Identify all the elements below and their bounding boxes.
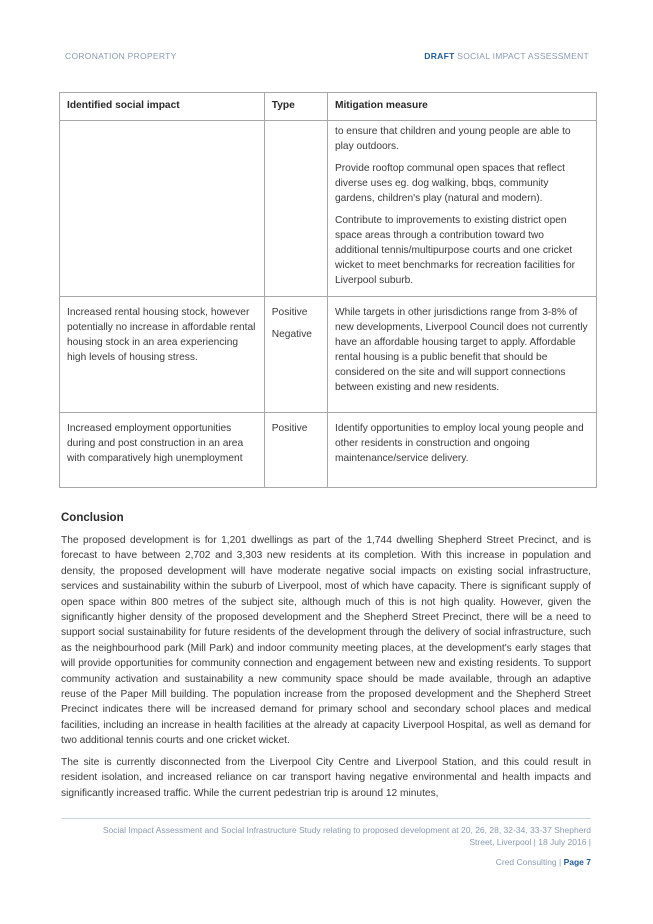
type-value: Negative — [271, 329, 312, 340]
mitigation-measure: Contribute to improvements to existing district open space areas through a contribution toward two additional tennis/multipurpose courts and one cricket wicket to meet benchmarks for recreation facilities for Liverpool suburb. — [334, 215, 576, 286]
type-value: Positive — [271, 423, 308, 434]
table-row — [60, 413, 597, 488]
header-company: CORONATION PROPERTY — [65, 51, 177, 61]
table-header-row — [60, 93, 597, 121]
conclusion-body — [61, 533, 591, 807]
mitigation-measure: While targets in other jurisdictions range from 3-8% of new developments, Liverpool Council does not currently have an affordable housing target to apply. Affordable rental housing is a public benefit that should be considered on the site and will support connections between existing and new residents. — [334, 307, 588, 393]
mitigation-measure: Provide rooftop communal open spaces that reflect diverse uses eg. dog walking, bbqs, community gardens, children's play (natural and modern). — [334, 163, 565, 204]
type-value: Positive — [271, 307, 308, 318]
table-row — [60, 121, 597, 297]
impact-cell — [60, 121, 265, 297]
mitigation-cell — [327, 413, 596, 488]
type-cell — [264, 297, 327, 413]
footer-company: Cred Consulting | — [495, 857, 564, 867]
footer-study-line: Street, Liverpool | 18 July 2016 | — [469, 837, 591, 847]
type-cell — [264, 413, 327, 488]
header-document-title — [424, 51, 589, 61]
footer-study-line: Social Impact Assessment and Social Infrastructure Study relating to proposed development at 20, 26, 28, 32-34, 33-37 Shepherd — [102, 825, 591, 835]
page-number: Page 7 — [563, 857, 591, 867]
conclusion-paragraph: The proposed development is for 1,201 dwellings as part of the 1,744 dwelling Shepherd Street Precinct, and is forecast to have between 2,702 and 3,303 new residents at its completion. With this increase in population and density, the proposed development will have moderate negative social impacts on existing social infrastructure, services and sustainability within the suburb of Liverpool, most of which have capacity. There is significant supply of open space within 800 metres of the subject site, although much of this is not high quality. However, given the significantly higher density of the proposed development and the Shepherd Street Precinct, there will be a need to support social sustainability for future residents of the development through the delivery of social infrastructure, such as the neighbourhood park (Mill Park) and indoor community meeting places, at the development's early stages that will provide opportunities for community connection and engagement between new and existing residents. To support community activation and sustainability a new community space should be made available, through an adaptive reuse of the Paper Mill building. The population increase from the proposed development and the Shepherd Street Precinct indicates there will be increased demand for primary school and secondary school places and medical facilities, including an increase in health facilities at the already at capacity Liverpool Hospital, as well as demand for two additional tennis courts and one cricket wicket. — [61, 535, 591, 747]
mitigation-cell — [327, 297, 596, 413]
table-row — [60, 297, 597, 413]
mitigation-measure: Identify opportunities to employ local young people and other residents in construction and ongoing maintenance/service delivery. — [334, 423, 584, 464]
impact-cell: Increased employment opportunities during and post construction in an area with comparatively high unemployment — [60, 413, 265, 488]
column-header-mitigation: Mitigation measure — [327, 93, 596, 121]
impact-cell: Increased rental housing stock, however potentially no increase in affordable rental housing stock in an area experiencing high levels of housing stress. — [60, 297, 265, 413]
header-draft-label: DRAFT — [424, 51, 455, 61]
type-cell — [264, 121, 327, 297]
footer-divider — [61, 818, 591, 819]
conclusion-heading: Conclusion — [61, 512, 124, 524]
conclusion-paragraph: The site is currently disconnected from the Liverpool City Centre and Liverpool Station, and this could result in resident isolation, and increased reliance on car transport having negative environmental and health impacts and significantly increased traffic. While the current pedestrian trip is around 12 minutes, — [61, 756, 591, 799]
mitigation-measure: to ensure that children and young people are able to play outdoors. — [334, 126, 571, 152]
column-header-impact: Identified social impact — [60, 93, 265, 121]
footer-study-title — [61, 824, 591, 848]
footer-page-info — [496, 857, 591, 867]
column-header-type: Type — [264, 93, 327, 121]
header-title-text: SOCIAL IMPACT ASSESSMENT — [454, 51, 589, 61]
social-impact-table — [59, 92, 597, 488]
mitigation-cell — [327, 121, 596, 297]
